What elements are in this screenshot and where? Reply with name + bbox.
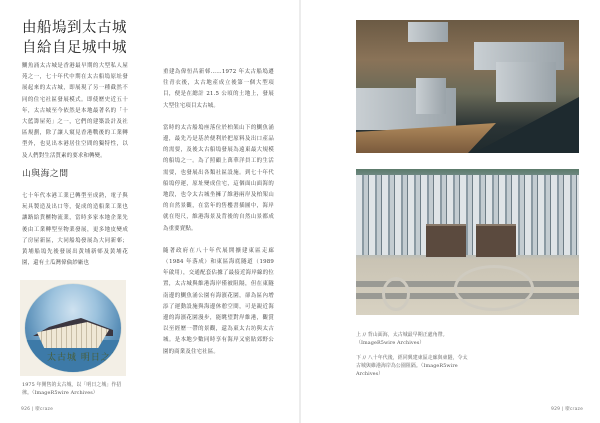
section-subhead: 山與海之間 (22, 169, 69, 179)
shopping-mall (426, 224, 466, 257)
interchange-loop (454, 265, 534, 311)
headline-line-2: 自給自足城中城 (22, 40, 127, 56)
aerial-photo-construction (356, 20, 579, 153)
middle-paragraph-1: 重建為偉恒昌新邨……1972 年太古船塢遷往青衣後，太古地產成立後第一個大型項目，便是在總計 21.5 公頃的土地上，發展大型住宅項目太古城。 (163, 69, 274, 109)
tower-cluster (408, 22, 448, 42)
tower-row (356, 197, 579, 223)
tower-row (356, 175, 579, 197)
shopping-mall (476, 224, 516, 257)
tower-cluster (496, 62, 556, 102)
tower-row (356, 221, 579, 255)
page-number-right: 929 | 㗎craze (551, 407, 584, 412)
middle-paragraph-3: 隨著政府在八十年代展開擴建東區走廊（1984 年落成）和東區海底隧道（1989 年啟用），交通配套佔據了最接近海岸線的位置，太古城與維港海岸僅被阻隔，但在東隧南邊的鰂魚涌公園有海濱花園，卻為區內增添了運動設施與海邊休憩空間，可是親近海邊的海濱花園漫步，能眺望對岸維港，觀賞以至經歷一帶的景觀，還為東太古坊與太古城。是本地少數同時享有海岸又密貼郊野公園的商業及住宅社區。 (163, 247, 274, 355)
aerial-photo-taikoo-shing (356, 169, 579, 315)
page-number-left: 926 | 㗎craze (21, 407, 54, 412)
plate-script-text: 太古城 明日之城 (47, 353, 121, 363)
plate-caption: 1975 年開售的太古城，以「明日之城」作招徠。（ImageR5wire Archives） (22, 382, 122, 396)
headline-line-1: 由船塢到太古城 (22, 20, 127, 36)
section-paragraph: 七十年代本港工業已轉型至成熟，電子與玩具製造及出口等，促成的造船業工業也讓路給貨櫃物流業，當時多家本地企業先後由工業轉型至物業發展，更多地皮變成了房屋新區，大同船塢發展為大同新邨；黃埔船塢先後發展出黃埔新邨及黃埔花園，還有土瓜灣偉倫紗廠也 (22, 193, 128, 267)
plate-illustration (25, 284, 121, 372)
interchange-loop (382, 277, 410, 311)
intro-paragraph: 鰂魚涌太古城是香港最早期的大型私人屋苑之一，七十年代中期在太古船塢原址發展起來的太古城，即展現了另一種截然不同的住宅社區發展模式。即使歷史近五十年，太古城至今依然是本地最著名的「十大藍籌屋苑」之一，它們的建築設計及社區規劃，除了讓人窺見香港戰後的工業轉型外，也見出本港居住空間的獨特性，以及人們對生活質素的要求和轉變。 (22, 63, 128, 159)
middle-column (163, 67, 274, 358)
photo-caption-bottom: 下 // 八十年代後，經同興建東區走廊與東隧，令太古城與維港海岸為公園阻隔。（ImageR5wire Archives） (356, 355, 468, 377)
commemorative-plate-photo (20, 280, 126, 376)
tower-cluster (416, 78, 446, 114)
article-headline (22, 18, 127, 58)
page-gutter (299, 0, 301, 423)
photo-caption-top: 上 // 背山面海，太古城最早期正處角帶。（ImageR5wire Archives） (356, 332, 448, 346)
middle-paragraph-2: 當時的太古船塢座落位於柏架山下的鰂魚涌邊，最先乃是基於便利於把原料及出口產品的需要，及後太古船塢發展為遠東最大規模的船塢之一。為了照顧上萬華洋員工的生活需要，也發展出各類社區設施。到七十年代船塢停運，原址變成住宅，這個面山面海的地段，也令太古城坐擁了維港兩岸及柏架山的自然景觀，在當年的售樓書插圖中，海岸就在咫尺，維港海景及背後的自然山景都成為重要賣點。 (163, 124, 274, 232)
